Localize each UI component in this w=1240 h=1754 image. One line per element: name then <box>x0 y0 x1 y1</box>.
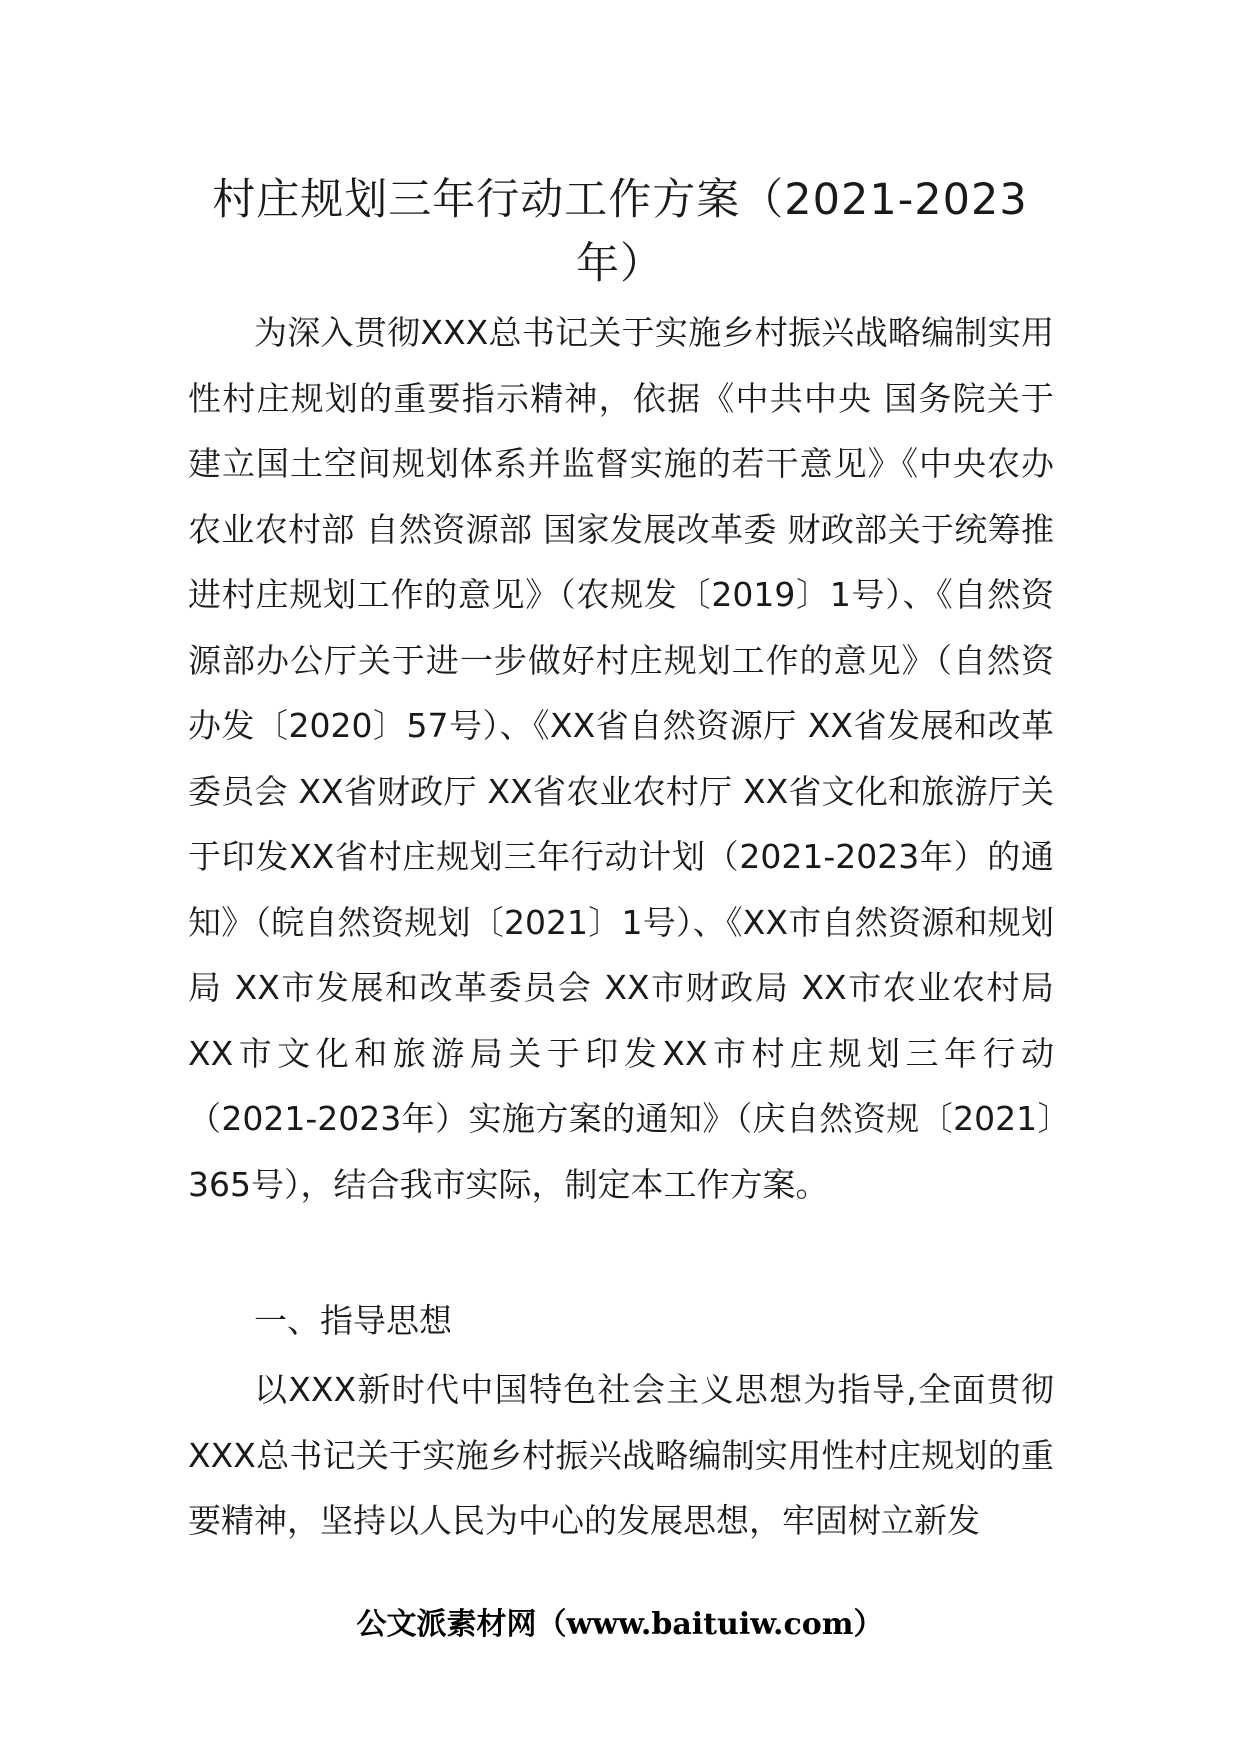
source-footer: 公文派素材网（www.baituiw.com） <box>356 1607 884 1642</box>
guiding-ideology-paragraph: 以XXX新时代中国特色社会主义思想为指导,全面贯彻XXX总书记关于实施乡村振兴战略编制实用性村庄规划的重要精神，坚持以人民为中心的发展思想，牢固树立新发 <box>188 1370 1054 1540</box>
intro-paragraph: 为深入贯彻XXX总书记关于实施乡村振兴战略编制实用性村庄规划的重要指示精神，依据《中共中央 国务院关于建立国土空间规划体系并监督实施的若干意见》《中央农办 农业农村部 自然资源部 国家发展改革委 财政部关于统筹推进村庄规划工作的意见》（农规发〔2019〕1号）、《自然资源部办公厅关于进一步做好村庄规划工作的意见》（自然资办发〔2020〕57号）、《XX省自然资源厅 XX省发展和改革委员会 XX省财政厅 XX省农业农村厅 XX省文化和旅游厅关于印发XX省村庄规划三年行动计划（2021-2023年）的通知》（皖自然资规划〔2021〕1号）、《XX市自然资源和规划局 XX市发展和改革委员会 XX市财政局 XX市农业农村局 XX市文化和旅游局关于印发XX市村庄规划三年行动（2021-2023年）实施方案的通知》（庆自然资规〔2021〕365号），结合我市实际，制定本工作方案。 <box>188 313 1054 1204</box>
document-title: 村庄规划三年行动工作方案（2021-2023年） <box>212 175 1028 289</box>
section-heading-guiding-ideology: 一、指导思想 <box>254 1301 452 1340</box>
